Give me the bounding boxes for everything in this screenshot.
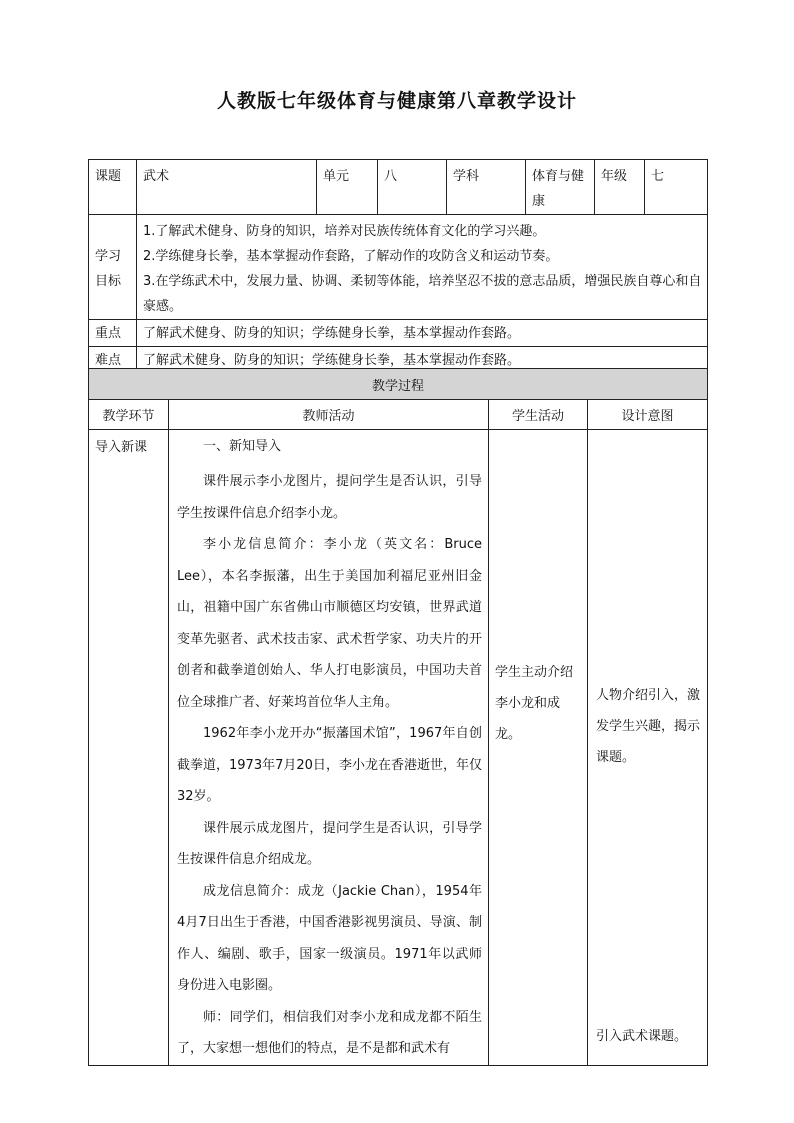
key-points-text: 了解武术健身、防身的知识；学练健身长拳，基本掌握动作套路。 bbox=[137, 320, 708, 347]
objective-item: 2.学练健身长拳，基本掌握动作套路，了解动作的攻防含义和运动节奏。 bbox=[143, 249, 559, 264]
unit-value: 八 bbox=[378, 160, 447, 215]
objective-item: 1.了解武术健身、防身的知识，培养对民族传统体育文化的学习兴趣。 bbox=[143, 224, 546, 239]
topic-label: 课题 bbox=[89, 160, 137, 215]
process-band: 教学过程 bbox=[89, 369, 708, 400]
grade-label: 年级 bbox=[595, 160, 645, 215]
difficulties-label: 难点 bbox=[89, 347, 137, 374]
process-header-row bbox=[89, 400, 708, 430]
info-row bbox=[89, 160, 708, 215]
grade-value: 七 bbox=[645, 160, 708, 215]
objectives-row bbox=[89, 215, 708, 320]
key-points-row bbox=[89, 320, 708, 347]
objectives-label: 学习目标 bbox=[89, 215, 137, 320]
page-title: 人教版七年级体育与健康第八章教学设计 bbox=[216, 90, 577, 112]
teacher-paragraph: 成龙信息简介：成龙（Jackie Chan），1954年4月7日出生于香港，中国香港影视男演员、导演、制作人、编剧、歌手，国家一级演员。1971年以武师身份进入电影圈。 bbox=[177, 883, 482, 993]
header-student: 学生活动 bbox=[489, 400, 588, 430]
lesson-info-table bbox=[88, 159, 708, 374]
intro-row bbox=[89, 430, 708, 1066]
key-points-label: 重点 bbox=[89, 320, 137, 347]
step-label: 导入新课 bbox=[89, 430, 169, 1066]
student-activity bbox=[489, 430, 588, 1066]
student-activity-text: 学生主动介绍李小龙和成龙。 bbox=[495, 664, 574, 742]
header-step: 教学环节 bbox=[89, 400, 169, 430]
teacher-activity bbox=[169, 430, 489, 1066]
subject-label: 学科 bbox=[447, 160, 526, 215]
teacher-paragraph: 课件展示成龙图片，提问学生是否认识，引导学生按课件信息介绍成龙。 bbox=[177, 820, 482, 867]
header-teacher: 教师活动 bbox=[169, 400, 489, 430]
teacher-paragraph: 1962年李小龙开办“振藩国术馆”，1967年自创截拳道，1973年7月20日，李小龙在香港逝世，年仅32岁。 bbox=[177, 726, 482, 804]
topic-value: 武术 bbox=[137, 160, 317, 215]
header-intent: 设计意图 bbox=[588, 400, 708, 430]
teacher-paragraph: 师：同学们，相信我们对李小龙和成龙都不陌生了，大家想一想他们的特点，是不是都和武术有 bbox=[177, 1009, 482, 1056]
design-intent-1: 人物介绍引入，激发学生兴趣，揭示课题。 bbox=[596, 688, 701, 765]
process-band-row bbox=[89, 369, 708, 400]
design-intent-2: 引入武术课题。 bbox=[596, 1029, 688, 1044]
difficulties-text: 了解武术健身、防身的知识；学练健身长拳，基本掌握动作套路。 bbox=[137, 347, 708, 374]
subject-value: 体育与健康 bbox=[526, 160, 595, 215]
objective-item: 3.在学练武术中，发展力量、协调、柔韧等体能，培养坚忍不拔的意志品质，增强民族自尊心和自豪感。 bbox=[143, 274, 702, 314]
unit-label: 单元 bbox=[317, 160, 378, 215]
teacher-paragraph: 李小龙信息简介：李小龙（英文名：Bruce Lee），本名李振藩，出生于美国加利福尼亚州旧金山，祖籍中国广东省佛山市顺德区均安镇，世界武道变革先驱者、武术技击家、武术哲学家、功夫片的开创者和截拳道创始人、华人打电影演员，中国功夫首位全球推广者、好莱坞首位华人主角。 bbox=[177, 537, 482, 710]
teacher-paragraph: 一、新知导入 bbox=[203, 439, 282, 454]
teaching-process-table bbox=[88, 368, 708, 1066]
objectives-list bbox=[137, 215, 708, 320]
design-intent bbox=[588, 430, 708, 1066]
teacher-paragraph: 课件展示李小龙图片，提问学生是否认识，引导学生按课件信息介绍李小龙。 bbox=[177, 474, 482, 521]
